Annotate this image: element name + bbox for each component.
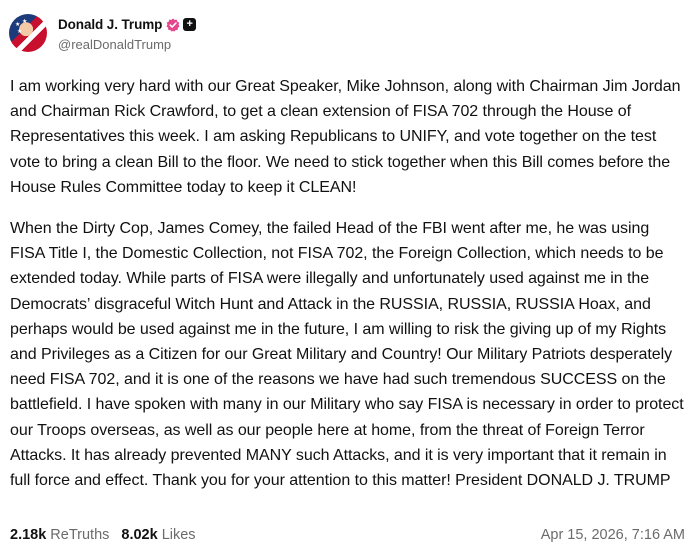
retruths-stat[interactable] xyxy=(10,527,109,543)
post-paragraph: When the Dirty Cop, James Comey, the failed Head of the FBI went after me, he was using FISA Title I, the Domestic Collection, not FISA 702, the Foreign Collection, which needs to be extended today. While parts of FISA were illegally and unfortunately used against me in the Democrats’ disgraceful Witch Hunt and Attack in the RUSSIA, RUSSIA, RUSSIA Hoax, and perhaps would be used against me in the future, I am willing to risk the giving up of my Rights and Privileges as a Citizen for our Great Military and Country! Our Military Patriots desperately need FISA 702, and it is one of the reasons we have had such tremendous SUCCESS on the battlefield. I have spoken with many in our Military who say FISA is necessary in order to protect our Troops overseas, as well as our people here at home, from the threat of Foreign Terror Attacks. It has already prevented MANY such Attacks, and it is very important that it remain in full force and effect. Thank you for your attention to this matter! President DONALD J. TRUMP xyxy=(10,220,684,490)
post-paragraph: I am working very hard with our Great Speaker, Mike Johnson, along with Chairman Jim Jordan and Chairman Rick Crawford, to get a clean extension of FISA 702 through the House of Representatives this week. I am asking Republicans to UNIFY, and vote together on the test vote to bring a clean Bill to the floor. We need to stick together when this Bill comes before the House Rules Committee today to keep it CLEAN! xyxy=(10,78,681,196)
retruths-label: ReTruths xyxy=(50,527,110,543)
post-footer xyxy=(10,524,685,546)
likes-stat[interactable] xyxy=(121,527,195,543)
post-header xyxy=(9,12,196,54)
author-name-row xyxy=(58,15,196,35)
star-icon: ★ xyxy=(22,19,28,25)
retruths-count: 2.18k xyxy=(10,527,47,543)
post-timestamp[interactable]: Apr 15, 2026, 7:16 AM xyxy=(540,527,685,543)
star-icon: ★ xyxy=(17,29,23,35)
plus-box-icon: + xyxy=(183,18,196,31)
star-icon: ★ xyxy=(15,22,21,28)
post-text xyxy=(10,74,685,509)
likes-count: 8.02k xyxy=(121,527,158,543)
author-identity xyxy=(58,15,196,52)
verified-badge-icon xyxy=(166,18,180,32)
author-handle[interactable]: @realDonaldTrump xyxy=(58,36,172,52)
likes-label: Likes xyxy=(161,527,196,543)
author-name[interactable]: Donald J. Trump xyxy=(58,17,163,32)
avatar[interactable] xyxy=(9,14,47,52)
